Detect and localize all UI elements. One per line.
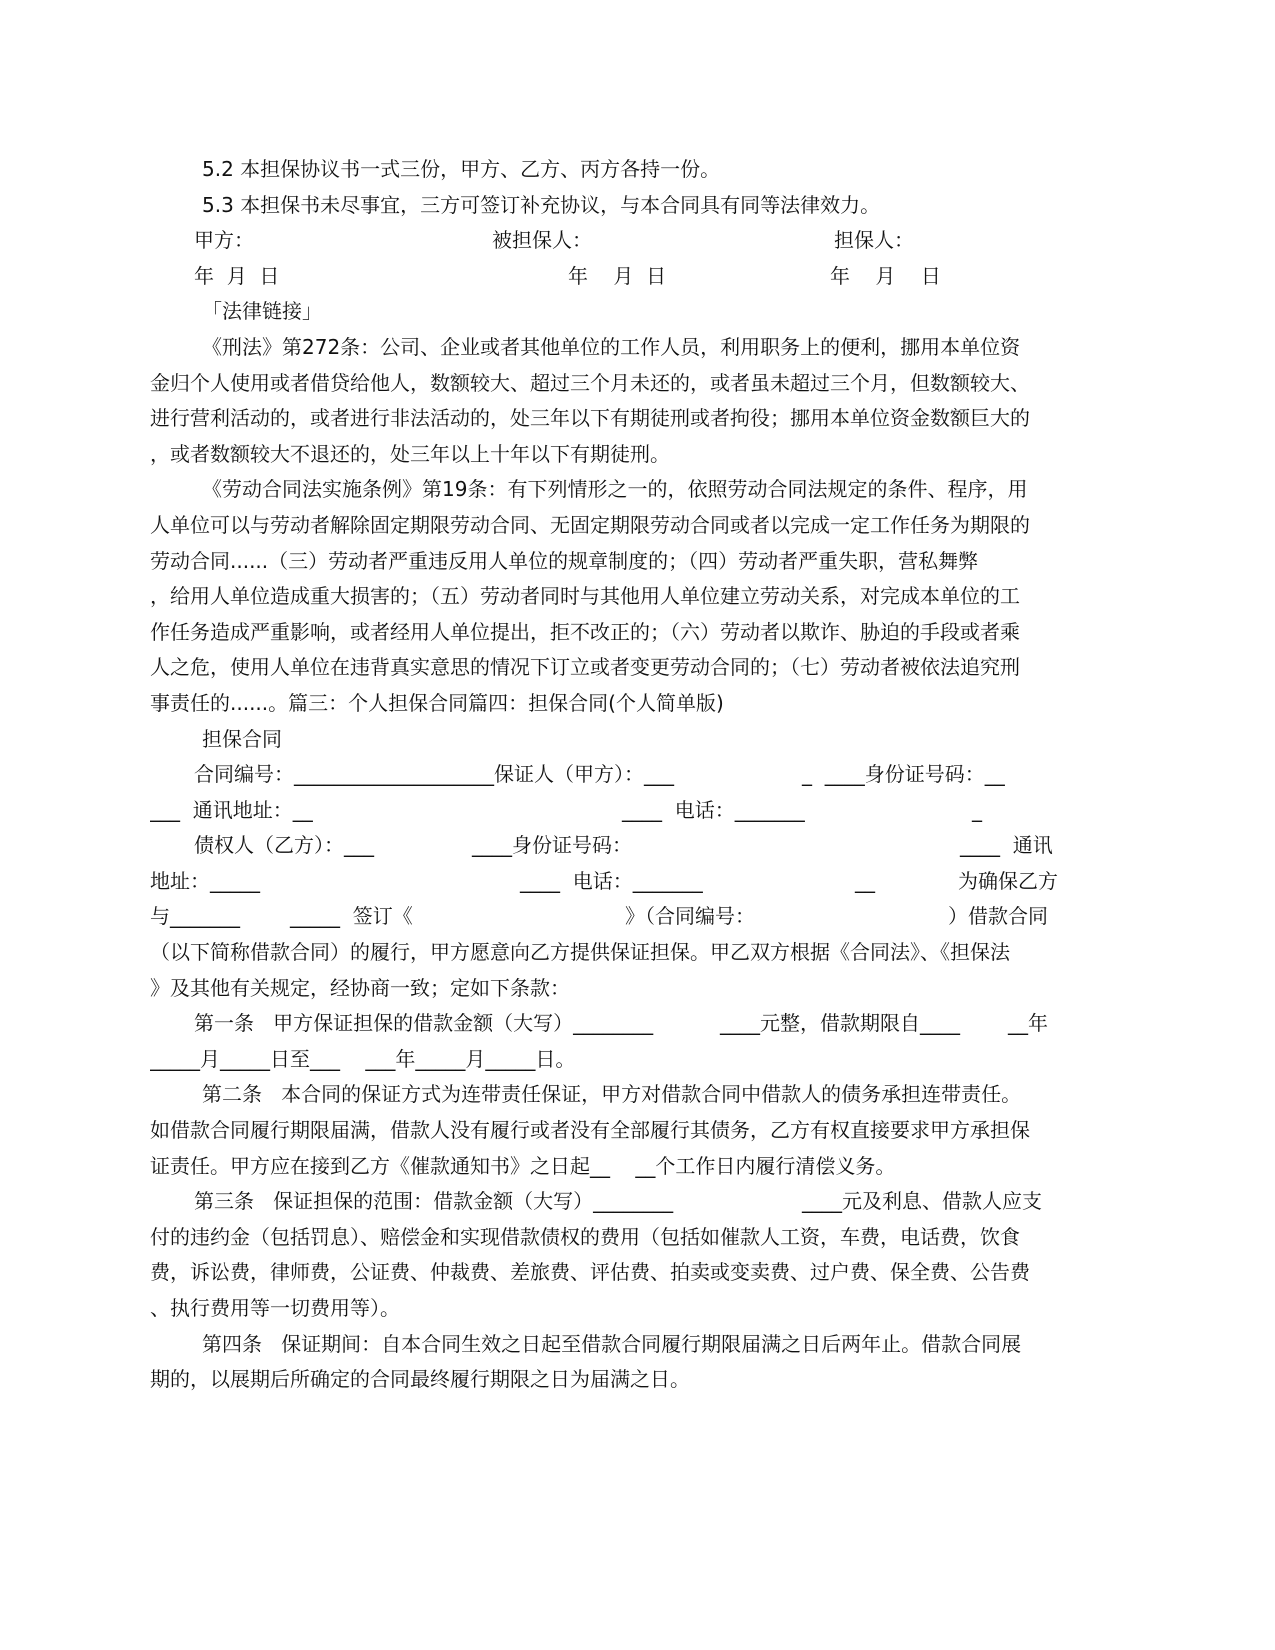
law2-line-6-text: 人之危，使用人单位在违背真实意思的情况下订立或者变更劳动合同的；（七）劳动者被依法追究刑 — [150, 655, 1020, 680]
contract-line-2 — [150, 793, 1110, 829]
signature-row — [150, 223, 1110, 259]
contract-number-field: 合同编号：____________________保证人（甲方）：___ — [194, 762, 674, 787]
date-row — [150, 259, 1110, 295]
law2-line-1-text: 《劳动合同法实施条例》第19条：有下列情形之一的，依照劳动合同法规定的条件、程序，用 — [202, 477, 1028, 502]
law-heading — [150, 294, 1110, 330]
contract-title — [150, 722, 1110, 758]
article-4-line-1 — [150, 1327, 1110, 1363]
law2-line-7 — [150, 686, 1110, 722]
article-2-line-2 — [150, 1113, 1110, 1149]
article-2-line-1-text: 第二条 本合同的保证方式为连带责任保证，甲方对借款合同中借款人的债务承担连带责任。 — [202, 1082, 1022, 1107]
date-guaranteed: 年 月 日 — [568, 263, 667, 288]
law2-line-4-text: ，给用人单位造成重大损害的；（五）劳动者同时与其他用人单位建立劳动关系，对完成本单位的工 — [150, 584, 1020, 609]
guarantor-phone-tail: _ — [972, 797, 982, 822]
contract-number-label: 》（合同编号： — [625, 904, 755, 929]
document-page — [150, 152, 1110, 1398]
article-1-line-2 — [150, 1042, 1110, 1078]
sign-contract-text: _____ 签订《 — [290, 904, 413, 929]
purpose-text: 为确保乙方 — [958, 868, 1058, 893]
article-3-line-4-text: 、执行费用等一切费用等）。 — [150, 1296, 400, 1320]
article-3-line-1 — [150, 1184, 1110, 1220]
clause-5-3-text: 5.3 本担保书未尽事宜，三方可签订补充协议，与本合同具有同等法律效力。 — [202, 192, 881, 217]
article-1-year: __年 — [1008, 1011, 1048, 1036]
clause-5-2-text: 5.2 本担保协议书一式三份，甲方、乙方、丙方各持一份。 — [202, 157, 721, 181]
law2-line-1 — [150, 472, 1110, 508]
date-party-a: 年 月 日 — [194, 263, 280, 288]
law2-line-5-text: 作任务造成严重影响，或者经用人单位提出，拒不改正的；（六）劳动者以欺诈、胁迫的手段或者乘 — [150, 619, 1020, 644]
law-heading-text: 「法律链接」 — [202, 299, 322, 324]
guarantor-phone-field: ____ 电话：_______ — [622, 797, 805, 822]
article-3-line-3 — [150, 1255, 1110, 1291]
contract-line-3 — [150, 828, 1110, 864]
date-guarantor: 年 月 日 — [830, 263, 941, 288]
law2-line-2 — [150, 508, 1110, 544]
guarantor-address-field: ___ 通讯地址：__ — [150, 797, 313, 822]
creditor-address-label: ____ 通讯 — [960, 833, 1053, 858]
counterparty-field: 与_______ — [150, 904, 240, 929]
law2-line-6 — [150, 650, 1110, 686]
law1-line-3 — [150, 401, 1110, 437]
article-2-line-1 — [150, 1077, 1110, 1113]
article-1-line-2-text: _____月_____日至___ ___年_____月_____日。 — [150, 1046, 576, 1071]
article-2-line-3 — [150, 1149, 1110, 1185]
article-3-scope: 第三条 保证担保的范围：借款金额（大写）________ — [194, 1189, 674, 1214]
creditor-phone-tail: __ — [855, 868, 875, 893]
clause-5-3 — [150, 188, 1110, 224]
signature-party-a: 甲方： — [194, 228, 254, 253]
contract-title-text: 担保合同 — [202, 726, 282, 751]
signature-guarantor: 担保人： — [834, 228, 914, 253]
law2-line-2-text: 人单位可以与劳动者解除固定期限劳动合同、无固定期限劳动合同或者以完成一定工作任务为期限的 — [150, 512, 1030, 537]
clause-5-2 — [150, 152, 1110, 188]
creditor-field: 债权人（乙方）：___ — [194, 833, 374, 858]
law2-line-7-text: 事责任的......。篇三：个人担保合同篇四：担保合同(个人简单版) — [150, 690, 724, 715]
law1-line-2 — [150, 366, 1110, 402]
article-3-line-3-text: 费，诉讼费，律师费，公证费、仲裁费、差旅费、评估费、拍卖或变卖费、过户费、保全费、公告费 — [150, 1260, 1030, 1285]
article-4-line-2-text: 期的，以展期后所确定的合同最终履行期限之日为届满之日。 — [150, 1367, 690, 1392]
article-3-interest: ____元及利息、借款人应支 — [802, 1189, 1042, 1214]
creditor-address-field: 地址：_____ — [150, 868, 260, 893]
contract-line-6-text: （以下简称借款合同）的履行，甲方愿意向乙方提供保证担保。甲乙双方根据《合同法》、《担保法 — [150, 940, 1010, 965]
contract-line-4 — [150, 864, 1110, 900]
article-3-line-4 — [150, 1291, 1110, 1327]
article-1-line-1 — [150, 1006, 1110, 1042]
guarantor-id-field: _ ____身份证号码：__ — [802, 762, 1005, 787]
law1-line-1-text: 《刑法》第272条：公司、企业或者其他单位的工作人员，利用职务上的便利，挪用本单位资 — [202, 334, 1021, 359]
law1-line-3-text: 进行营利活动的，或者进行非法活动的，处三年以下有期徒刑或者拘役；挪用本单位资金数额巨大的 — [150, 406, 1030, 431]
contract-line-1 — [150, 757, 1110, 793]
law2-line-5 — [150, 615, 1110, 651]
law1-line-2-text: 金归个人使用或者借贷给他人，数额较大、超过三个月未还的，或者虽未超过三个月，但数额较大、 — [150, 370, 1030, 395]
article-2-line-3-text: 证责任。甲方应在接到乙方《催款通知书》之日起__ __个工作日内履行清偿义务。 — [150, 1153, 896, 1178]
law1-line-4-text: ，或者数额较大不退还的，处三年以上十年以下有期徒刑。 — [150, 441, 670, 466]
article-4-line-1-text: 第四条 保证期间：自本合同生效之日起至借款合同履行期限届满之日后两年止。借款合同展 — [202, 1331, 1022, 1356]
contract-line-5 — [150, 899, 1110, 935]
contract-line-7-text: 》及其他有关规定，经协商一致；定如下条款： — [150, 975, 570, 1000]
law2-line-4 — [150, 579, 1110, 615]
contract-line-7 — [150, 971, 1110, 1007]
contract-line-6 — [150, 935, 1110, 971]
creditor-phone-field: ____ 电话：_______ — [520, 868, 703, 893]
law2-line-3-text: 劳动合同......（三）劳动者严重违反用人单位的规章制度的；（四）劳动者严重失职，营私舞弊 — [150, 548, 979, 573]
article-1-term: ____元整，借款期限自____ — [720, 1011, 960, 1036]
creditor-id-field: ____身份证号码： — [472, 833, 632, 858]
law2-line-3 — [150, 544, 1110, 580]
article-3-line-2 — [150, 1220, 1110, 1256]
signature-guaranteed: 被担保人： — [492, 228, 592, 253]
law1-line-4 — [150, 437, 1110, 473]
loan-contract-text: ）借款合同 — [948, 904, 1048, 929]
article-1-amount: 第一条 甲方保证担保的借款金额（大写）________ — [194, 1011, 654, 1036]
law1-line-1 — [150, 330, 1110, 366]
article-2-line-2-text: 如借款合同履行期限届满，借款人没有履行或者没有全部履行其债务，乙方有权直接要求甲方承担保 — [150, 1118, 1030, 1143]
article-3-line-2-text: 付的违约金（包括罚息）、赔偿金和实现借款债权的费用（包括如催款人工资，车费，电话费，饮食 — [150, 1224, 1020, 1249]
article-4-line-2 — [150, 1362, 1110, 1398]
